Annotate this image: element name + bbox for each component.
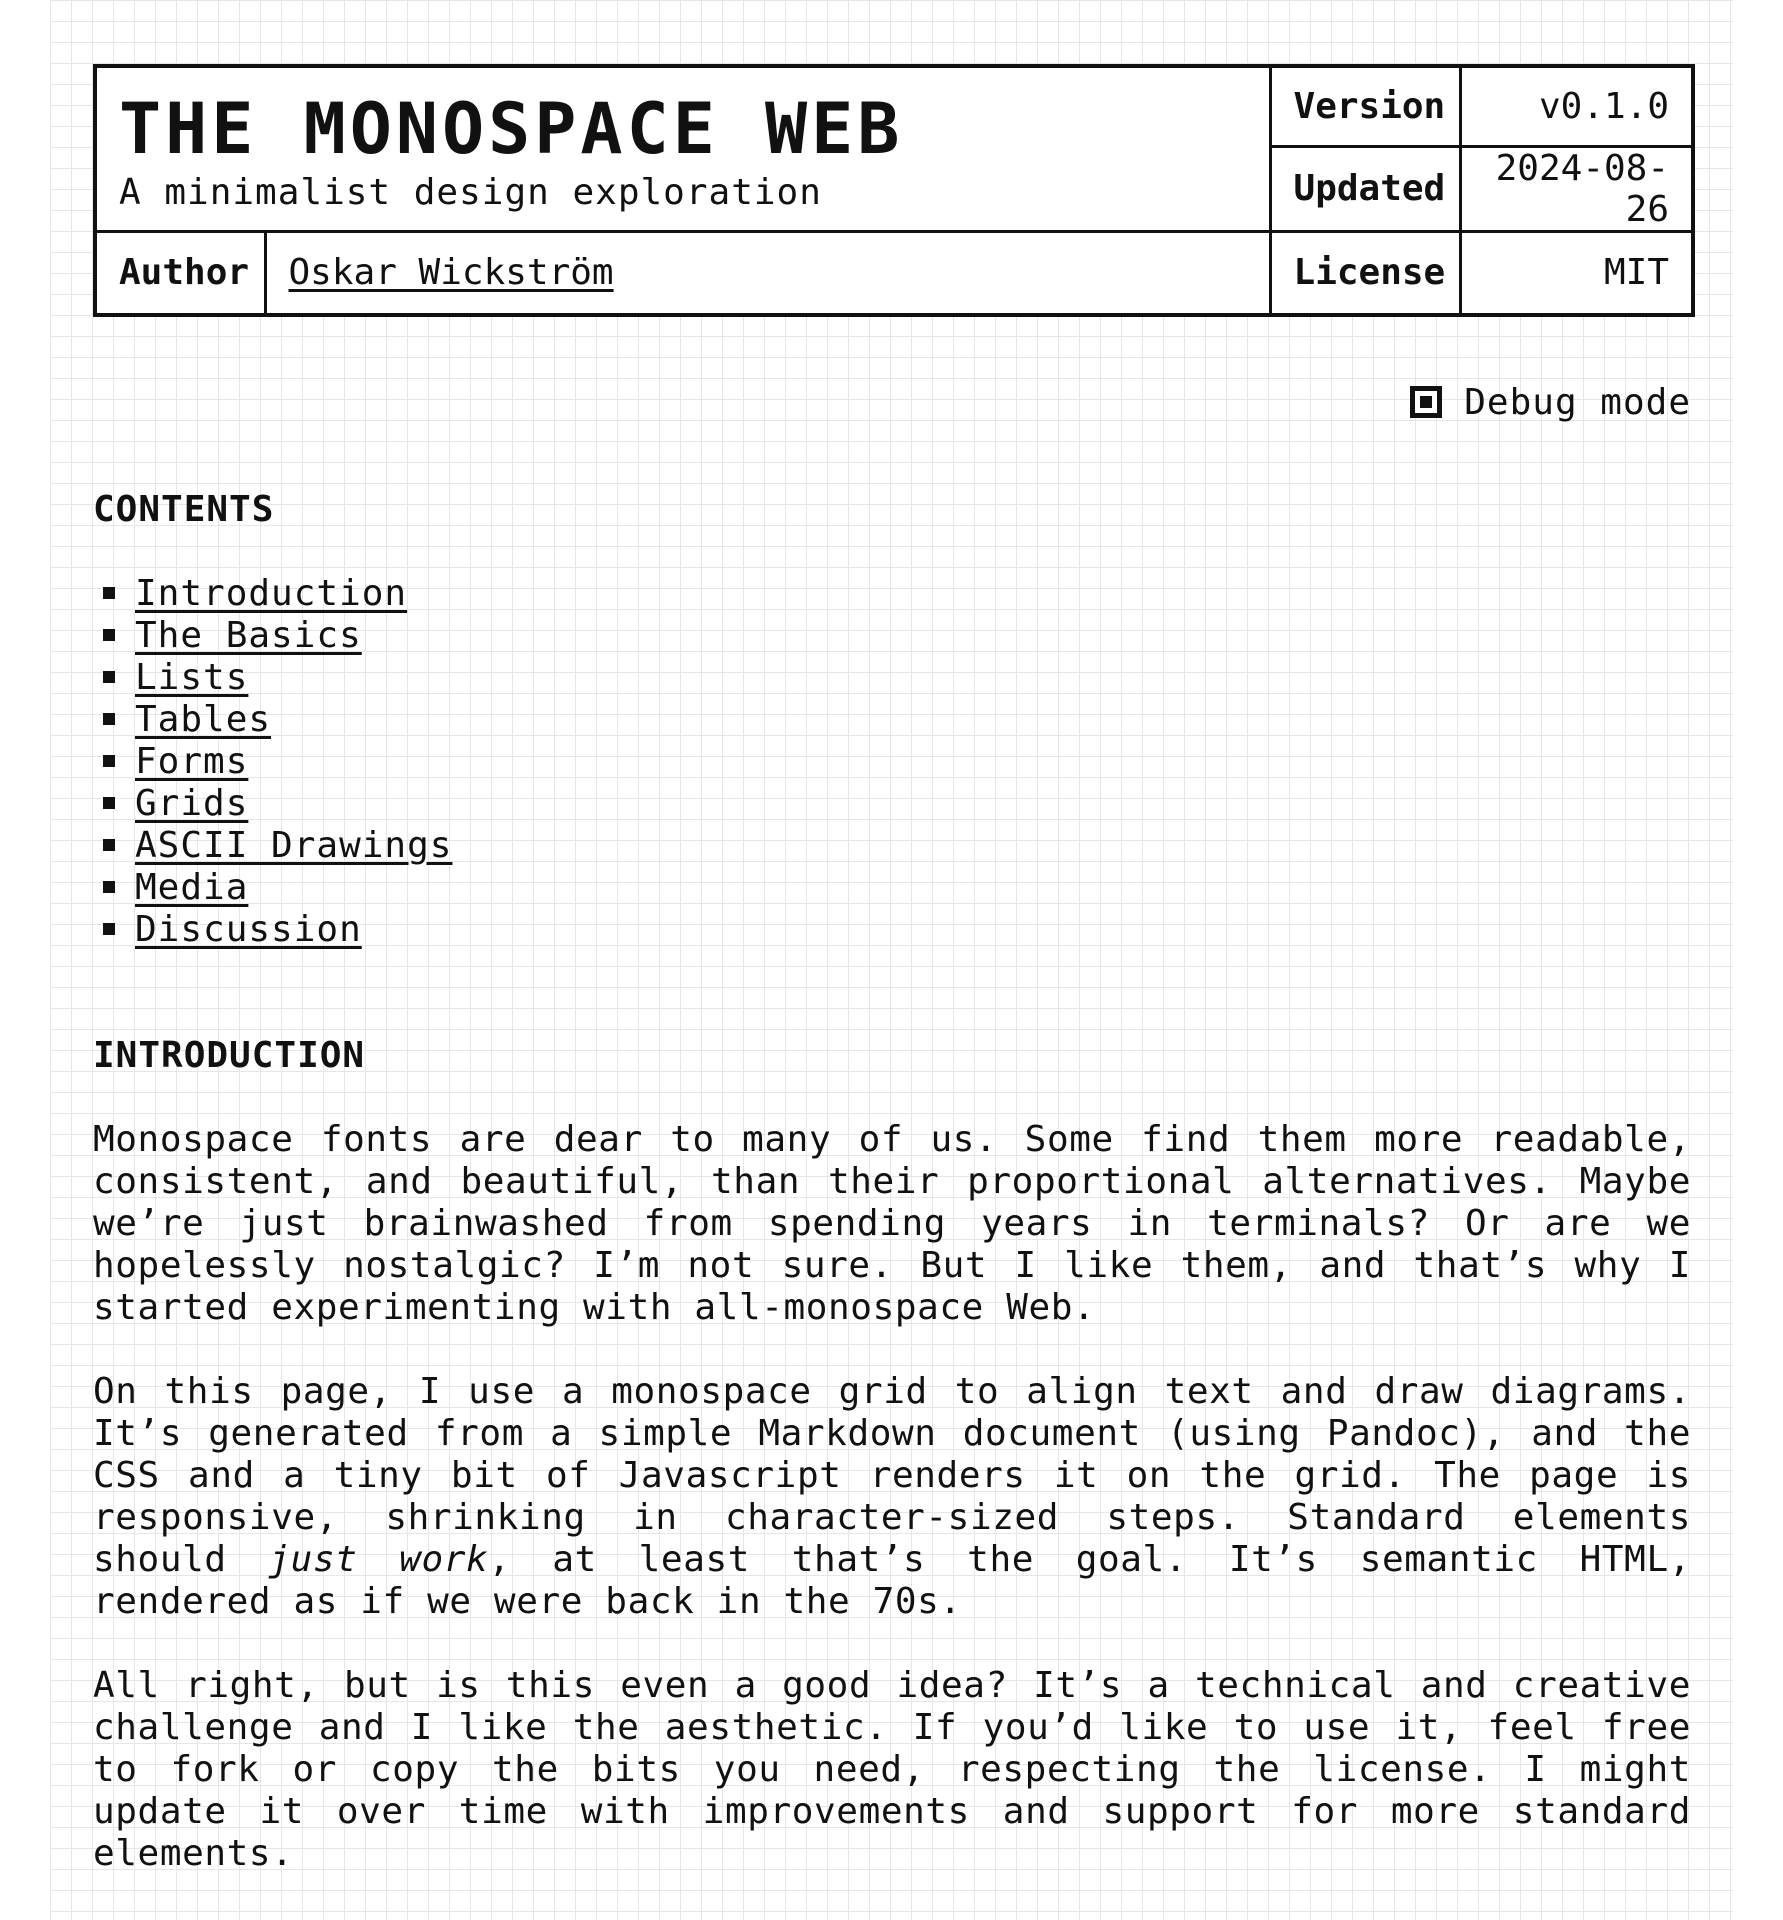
main-content xyxy=(93,64,1691,1875)
page-background xyxy=(50,0,1733,1920)
intro-paragraph-1: Monospace fonts are dear to many of us. Some find them more readable, consistent, and beautiful, than their proportional alternatives. Maybe we’re just brainwashed from spending years in terminals? Or are we hopelessly nostalgic? I’m not sure. But I like them, and that’s why I started experimenting with all-monospace Web. xyxy=(93,1119,1691,1328)
license-value: MIT xyxy=(1460,231,1693,315)
toc-link-introduction[interactable]: Introduction xyxy=(135,573,408,614)
toc-link-forms[interactable]: Forms xyxy=(135,741,249,782)
toc-link-grids[interactable]: Grids xyxy=(135,783,249,824)
author-label: Author xyxy=(95,231,265,315)
toc-link-tables[interactable]: Tables xyxy=(135,699,272,740)
version-label: Version xyxy=(1270,66,1460,146)
version-value: v0.1.0 xyxy=(1460,66,1693,146)
author-link[interactable]: Oskar Wickström xyxy=(288,252,614,294)
toc-item xyxy=(93,909,1691,951)
intro-paragraph-2-start: On this page, I use a monospace grid to align text and draw diagrams. It’s generated from a simple Markdown document (using Pandoc), and the CSS and a tiny bit of Javascript renders it on the grid. The page is responsive, shrinking in character-sized steps. Standard elements should xyxy=(93,1371,1691,1580)
toc-link-the-basics[interactable]: The Basics xyxy=(135,615,362,656)
toc-item xyxy=(93,783,1691,825)
updated-value: 2024-08-26 xyxy=(1460,146,1693,231)
table-of-contents xyxy=(93,573,1691,951)
intro-paragraph-2 xyxy=(93,1371,1691,1623)
toc-item xyxy=(93,573,1691,615)
author-cell xyxy=(265,231,1270,315)
toc-link-discussion[interactable]: Discussion xyxy=(135,909,362,950)
license-label: License xyxy=(1270,231,1460,315)
toc-item xyxy=(93,825,1691,867)
site-title: THE MONOSPACE WEB xyxy=(119,87,904,170)
toc-item xyxy=(93,615,1691,657)
intro-paragraph-3: All right, but is this even a good idea? It’s a technical and creative challenge and I like the aesthetic. If you’d like to use it, feel free to fork or copy the bits you need, respecting the license. I might update it over time with improvements and support for more standard elements. xyxy=(93,1665,1691,1874)
debug-checkbox[interactable] xyxy=(1410,386,1442,418)
intro-paragraph-2-end: , at least that’s the goal. It’s semantic HTML, rendered as if we were back in the 70s. xyxy=(93,1539,1692,1622)
debug-label[interactable]: Debug mode xyxy=(1464,381,1691,423)
toc-link-ascii-drawings[interactable]: ASCII Drawings xyxy=(135,825,453,866)
updated-label: Updated xyxy=(1270,146,1460,231)
site-subtitle: A minimalist design exploration xyxy=(119,171,822,213)
title-cell xyxy=(95,66,1270,231)
introduction-heading: INTRODUCTION xyxy=(93,1035,366,1076)
contents-heading: CONTENTS xyxy=(93,489,275,530)
header-table xyxy=(93,64,1695,317)
toc-item xyxy=(93,657,1691,699)
toc-link-lists[interactable]: Lists xyxy=(135,657,249,698)
toc-item xyxy=(93,741,1691,783)
toc-link-media[interactable]: Media xyxy=(135,867,249,908)
toc-item xyxy=(93,699,1691,741)
toc-item xyxy=(93,867,1691,909)
debug-toggle[interactable] xyxy=(93,381,1691,423)
intro-paragraph-2-emphasis: just work xyxy=(268,1539,489,1580)
